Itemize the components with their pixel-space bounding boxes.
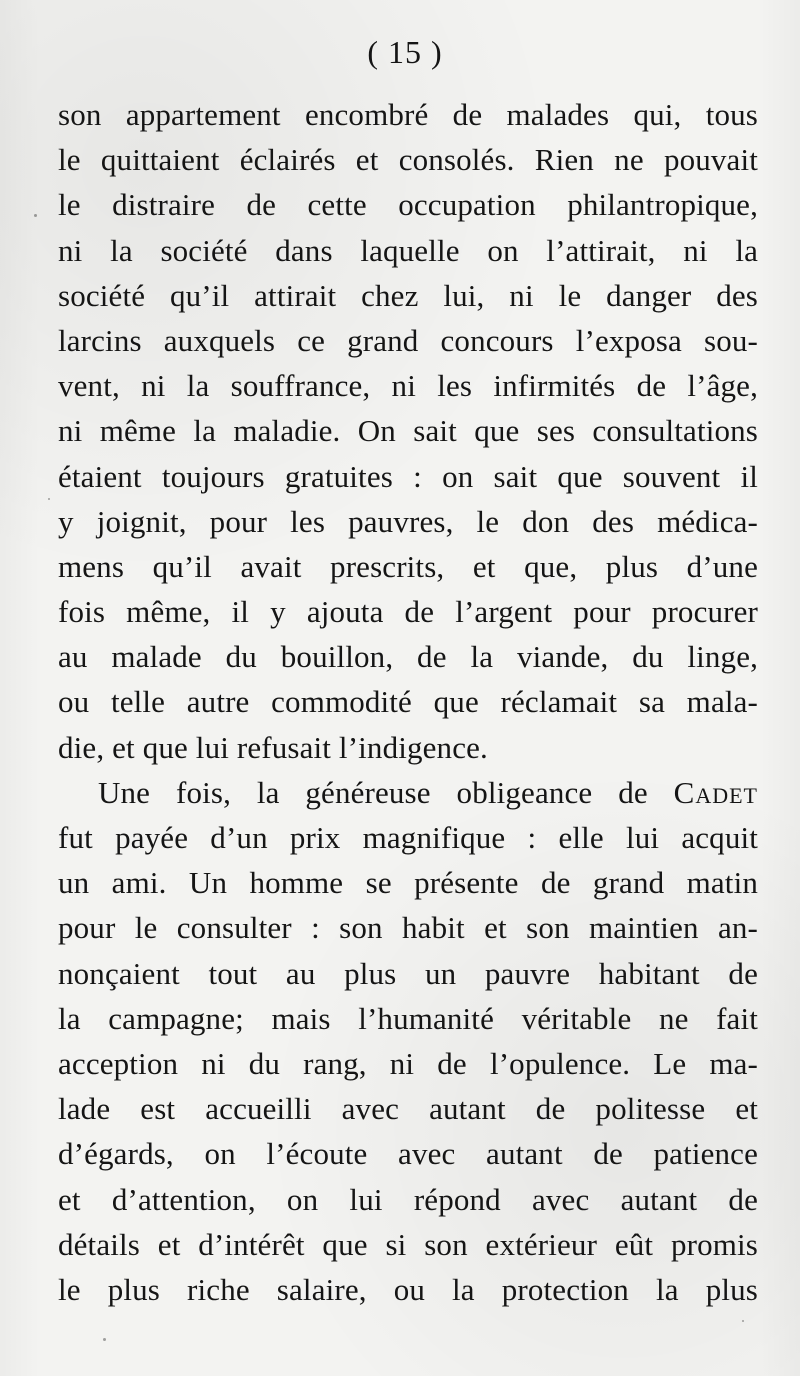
- text-line: le quittaient éclairés et consolés. Rien ne pouvait: [58, 142, 758, 178]
- text-line: lade est accueilli avec autant de politesse et: [58, 1091, 758, 1127]
- text-line: vent, ni la souffrance, ni les infirmités de l’âge,: [58, 368, 758, 404]
- text-line: fut payée d’un prix magnifique : elle lui acquit: [58, 820, 758, 855]
- text-line: d’égards, on l’écoute avec autant de patience: [58, 1136, 758, 1172]
- ink-speck: [34, 214, 37, 217]
- text-line: fois même, il y ajouta de l’argent pour procurer: [58, 594, 758, 630]
- body-text: [58, 92, 758, 1312]
- text-line: étaient toujours gratuites : on sait que souvent il: [58, 458, 758, 494]
- name-cadet: Cadet: [673, 774, 758, 810]
- text-line: le distraire de cette occupation philantropique,: [58, 187, 758, 223]
- text-line: larcins auxquels ce grand concours l’exposa sou-: [58, 322, 758, 358]
- ink-speck: [742, 1320, 744, 1322]
- text-line: pour le consulter : son habit et son maintien an-: [58, 910, 758, 946]
- paragraph-last-line: die, et que lui refusait l’indigence.: [58, 729, 488, 765]
- text-line: nonçaient tout au plus un pauvre habitant de: [58, 955, 758, 991]
- text-line: son appartement encombré de malades qui, tous: [58, 97, 758, 132]
- text-line: ni même la maladie. On sait que ses consultations: [58, 413, 758, 449]
- page-number: ( 15 ): [367, 34, 443, 70]
- text-line: détails et d’intérêt que si son extérieur eût promis: [58, 1226, 758, 1262]
- text-line: au malade du bouillon, de la viande, du linge,: [58, 639, 758, 675]
- text-line: société qu’il attirait chez lui, ni le danger des: [58, 277, 758, 313]
- text-line: ou telle autre commodité que réclamait sa mala-: [58, 684, 758, 720]
- ink-speck: [103, 1338, 106, 1341]
- text-line: mens qu’il avait prescrits, et que, plus d’une: [58, 548, 758, 584]
- text-line: acception ni du rang, ni de l’opulence. Le ma-: [58, 1045, 758, 1081]
- text-line: et d’attention, on lui répond avec autant de: [58, 1181, 758, 1217]
- text-segment: Une fois, la généreuse obligeance de: [98, 774, 648, 810]
- text-line: ni la société dans laquelle on l’attirait, ni la: [58, 232, 758, 268]
- text-line: la campagne; mais l’humanité véritable ne fait: [58, 1000, 758, 1036]
- ink-speck: [48, 498, 50, 500]
- paragraph-first-line: [58, 770, 758, 815]
- text-line: y joignit, pour les pauvres, le don des médica-: [58, 503, 758, 539]
- text-line: le plus riche salaire, ou la protection la plus: [58, 1271, 758, 1307]
- text-line: un ami. Un homme se présente de grand matin: [58, 865, 758, 901]
